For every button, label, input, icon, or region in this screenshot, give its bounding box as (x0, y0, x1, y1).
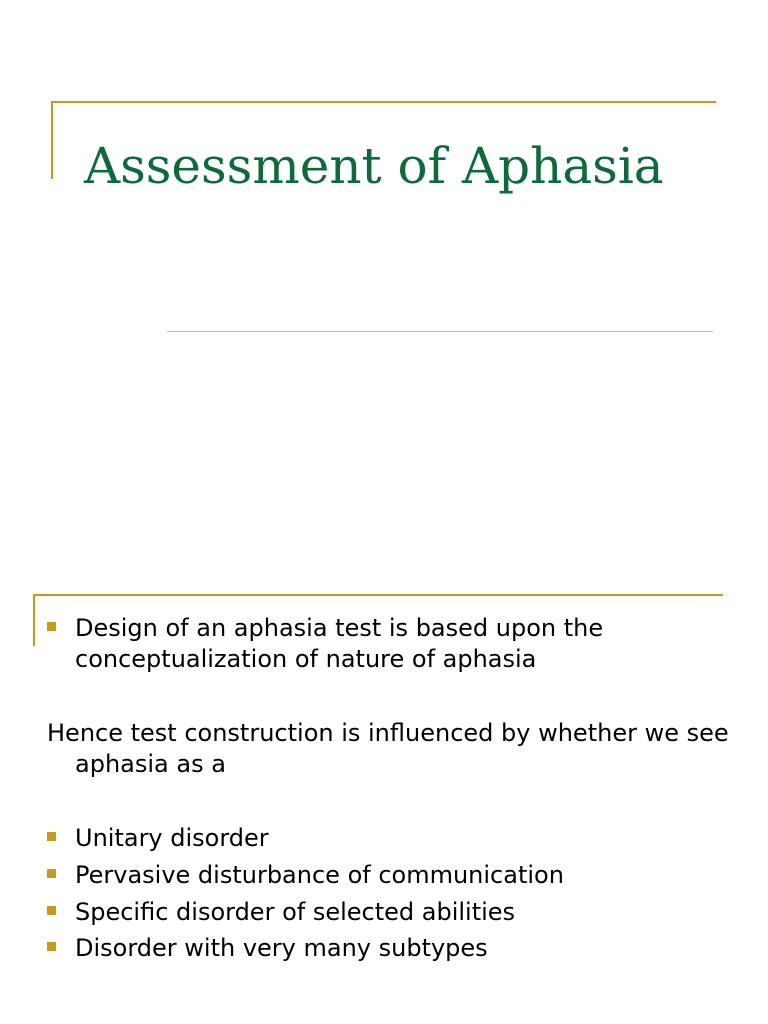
slide-title: Assessment of Aphasia (84, 137, 664, 195)
list-item (47, 897, 727, 928)
title-underline-rule (167, 331, 713, 332)
list-item (47, 860, 727, 891)
square-bullet-icon (47, 622, 56, 631)
body-paragraph: Hence test construction is influenced by whether we see aphasia as a (47, 719, 729, 778)
title-frame-left-rule (51, 101, 53, 179)
square-bullet-icon (47, 869, 56, 878)
content-frame-top-rule (33, 594, 723, 596)
intro-bullet (47, 613, 727, 675)
content-frame-left-rule (33, 594, 35, 646)
list-item (47, 933, 727, 964)
list-item-text: Disorder with very many subtypes (75, 934, 488, 962)
list-item-text: Unitary disorder (75, 824, 269, 852)
title-frame-top-rule (51, 101, 716, 103)
list-item (47, 823, 727, 854)
square-bullet-icon (47, 942, 56, 951)
square-bullet-icon (47, 832, 56, 841)
list-item-text: Pervasive disturbance of communication (75, 861, 564, 889)
square-bullet-icon (47, 906, 56, 915)
list-item-text: Specific disorder of selected abilities (75, 898, 516, 926)
intro-bullet-text: Design of an aphasia test is based upon the conceptualization of nature of aphasia (75, 614, 604, 673)
